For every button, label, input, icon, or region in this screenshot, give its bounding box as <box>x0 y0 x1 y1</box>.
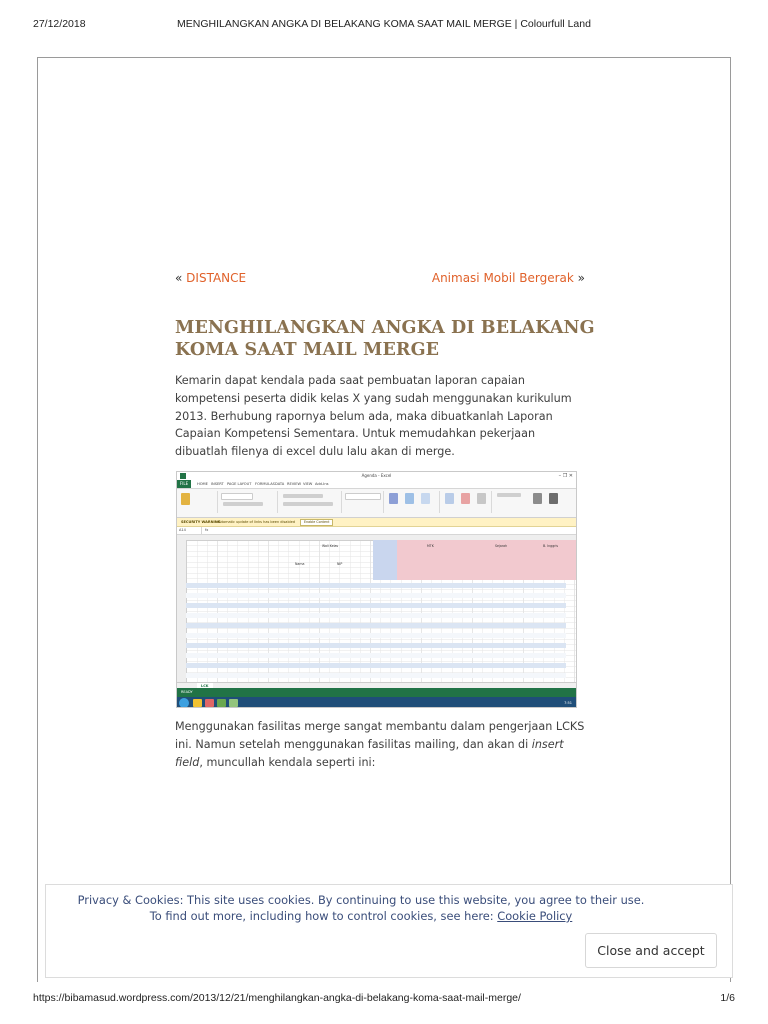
prev-arrow: « <box>175 271 183 285</box>
table-row <box>186 643 566 648</box>
excel-security-warning <box>177 518 576 527</box>
cell-styles-icon <box>421 493 430 504</box>
print-page-number: 1/6 <box>720 992 735 1004</box>
font-select-icon <box>221 493 253 500</box>
windows-taskbar <box>177 697 576 708</box>
excel-screenshot[interactable] <box>176 471 577 708</box>
table-row <box>186 583 566 588</box>
delete-cells-icon <box>461 493 470 504</box>
excel-tab-file: FILE <box>177 480 191 488</box>
table-row <box>186 623 566 628</box>
post-paragraph-2 <box>175 718 590 771</box>
excel-status-bar <box>177 688 576 697</box>
cookie-policy-line <box>46 908 676 925</box>
ribbon-styles <box>385 491 440 513</box>
excel-window-title: Agenda - Excel <box>361 473 392 478</box>
next-arrow: » <box>577 271 585 285</box>
table-row <box>186 673 566 678</box>
post-navigation <box>175 271 585 289</box>
enable-content-button[interactable]: Enable Content <box>300 519 333 526</box>
post-paragraph-1: Kemarin dapat kendala pada saat pembuatan laporan capaian kompetensi peserta didik kelas X yang sudah menggunakan kurikulum 2013. Berhubung rapornya belum ada, maka dibuatkanlah Laporan Capaian Kompetensi Sementara. Untuk memudahkan pekerjaan dibuatlah filenya di excel dulu lalu akan di merge. <box>175 374 572 459</box>
paragraph2-emphasis: insert field <box>175 737 564 769</box>
paragraph2-text-end: , muncullah kendala seperti ini: <box>199 755 376 769</box>
taskbar-excel-icon <box>217 699 226 707</box>
warning-label: SECURITY WARNING <box>181 520 221 524</box>
cookie-policy-prefix: To find out more, including how to control cookies, see here: <box>149 909 498 923</box>
ribbon-editing <box>493 491 573 513</box>
post-title: MENGHILANGKAN ANGKA DI BELAKANG KOMA SAAT MAIL MERGE <box>175 318 595 360</box>
print-date: 27/12/2018 <box>33 18 86 30</box>
table-row <box>186 633 566 638</box>
excel-tab-data: DATA <box>275 482 285 486</box>
ribbon-font <box>219 491 278 513</box>
excel-tab-formulas: FORMULAS <box>255 482 275 486</box>
format-cells-icon <box>477 493 486 504</box>
prev-post-link[interactable]: DISTANCE <box>186 271 247 285</box>
print-page-title: MENGHILANGKAN ANGKA DI BELAKANG KOMA SAAT MAIL MERGE | Colourfull Land <box>177 18 591 30</box>
taskbar-browser-icon <box>205 699 214 707</box>
font-format-icon <box>223 502 263 506</box>
cookie-policy-link[interactable]: Cookie Policy <box>497 909 573 923</box>
paragraph2-text: Menggunakan fasilitas merge sangat membantu dalam pengerjaan LCKS ini. Namun setelah menggunakan fasilitas mailing, dan akan di <box>175 720 585 751</box>
excel-tab-home: HOME <box>197 482 208 486</box>
ribbon-alignment <box>279 491 342 513</box>
status-ready: READY <box>181 690 193 694</box>
header-nip: NIP <box>337 562 343 566</box>
cookie-banner <box>45 884 733 978</box>
next-post-link[interactable]: Animasi Mobil Bergerak <box>431 271 574 285</box>
table-row <box>186 653 566 658</box>
table-row <box>186 603 566 608</box>
paste-icon <box>181 493 190 505</box>
table-row <box>186 613 566 618</box>
cookie-notice-text: Privacy & Cookies: This site uses cookies. By continuing to use this website, you agree to their use. <box>77 893 645 907</box>
conditional-format-icon <box>389 493 398 504</box>
window-controls-icon: – ❐ ✕ <box>558 473 573 479</box>
warning-text: Automatic update of links has been disabled <box>217 520 296 524</box>
taskbar-explorer-icon <box>193 699 202 707</box>
table-row <box>186 663 566 668</box>
print-header <box>0 18 768 32</box>
excel-grid[interactable] <box>177 535 576 688</box>
excel-tab-view: VIEW <box>303 482 313 486</box>
excel-ribbon-tabs <box>177 480 576 489</box>
excel-ribbon <box>177 489 576 518</box>
name-box[interactable]: A14 <box>179 527 202 534</box>
excel-tab-addins: Add-Ins <box>315 482 329 486</box>
excel-tab-page-layout: PAGE LAYOUT <box>227 482 252 486</box>
header-mtk: MTK <box>427 544 434 548</box>
close-and-accept-button[interactable]: Close and accept <box>585 933 717 968</box>
wrap-merge-icon <box>283 502 333 506</box>
table-row <box>186 593 566 598</box>
excel-tab-review: REVIEW <box>287 482 302 486</box>
print-footer <box>0 992 768 1006</box>
find-select-icon <box>549 493 558 504</box>
excel-formula-bar <box>177 527 576 535</box>
autosum-icon <box>497 493 521 497</box>
header-b-inggris: B. Inggris <box>543 544 559 548</box>
sort-filter-icon <box>533 493 542 504</box>
ribbon-clipboard <box>179 491 218 513</box>
number-format-icon <box>345 493 381 500</box>
fx-label: fx <box>205 528 209 532</box>
print-url: https://bibamasud.wordpress.com/2013/12/21/menghilangkan-angka-di-belakang-koma-saat-mail-merge/ <box>33 992 521 1004</box>
header-sejarah: Sejarah <box>495 544 508 548</box>
sheet-tab-lck[interactable]: LCK <box>197 683 213 689</box>
next-post-link-wrapper <box>432 271 585 285</box>
taskbar-clock: 7:51 <box>564 701 572 705</box>
excel-titlebar <box>177 472 576 480</box>
prev-post-link-wrapper <box>175 271 246 285</box>
header-nama: Nama <box>295 562 305 566</box>
taskbar-app-icon <box>229 699 238 707</box>
ribbon-number <box>343 491 384 513</box>
excel-tab-insert: INSERT <box>211 482 224 486</box>
header-wali-kelas: Wali Kelas <box>322 544 339 548</box>
align-icon <box>283 494 323 498</box>
start-button-icon <box>179 698 189 708</box>
format-table-icon <box>405 493 414 504</box>
insert-cells-icon <box>445 493 454 504</box>
ribbon-cells <box>441 491 492 513</box>
